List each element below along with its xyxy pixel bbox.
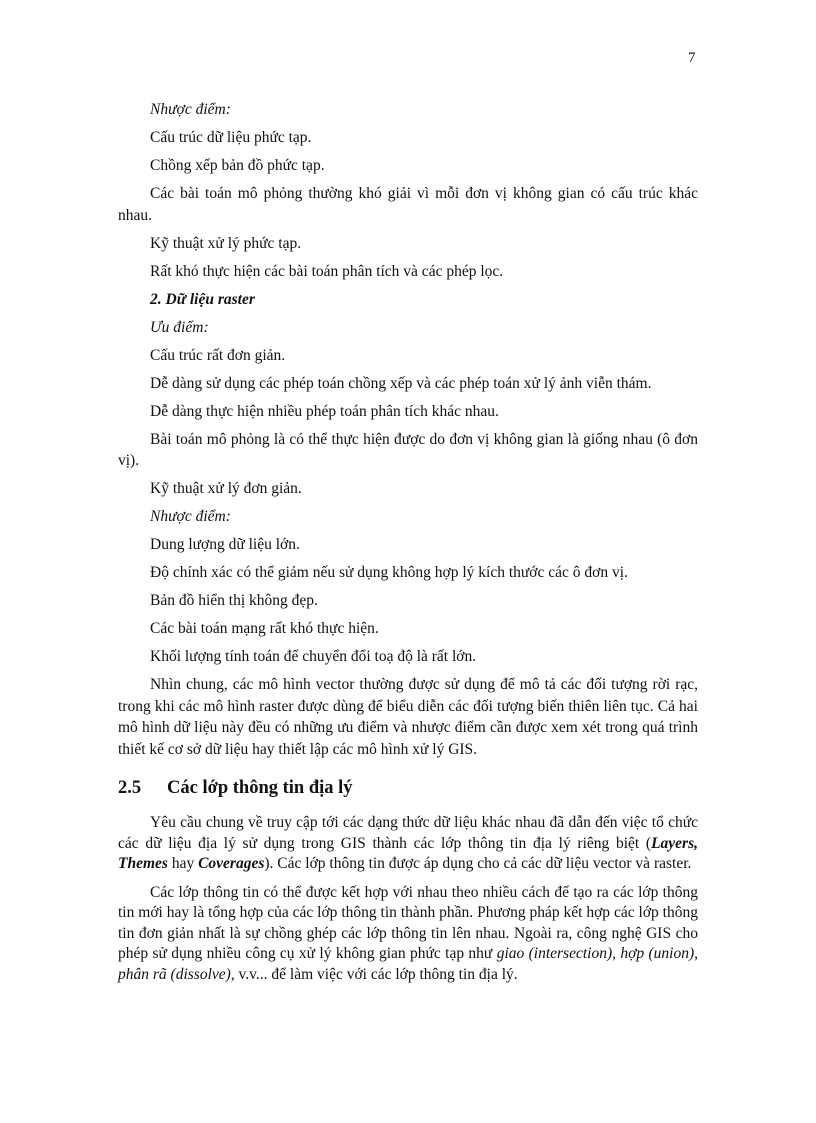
paragraph: Khối lượng tính toán để chuyển đổi toạ độ là rất lớn. (150, 648, 477, 665)
paragraph: Các bài toán mạng rất khó thực hiện. (150, 620, 379, 637)
section-number: 2.5 (118, 778, 142, 798)
section-heading (118, 778, 698, 799)
paragraph: Độ chính xác có thể giảm nếu sử dụng không hợp lý kích thước các ô đơn vị. (150, 564, 628, 581)
text-run: Yêu cầu chung về truy cập tới các dạng thức dữ liệu khác nhau đã dẫn đến việc tổ chức các dữ liệu địa lý sử dụng trong GIS thành các lớp thông tin địa lý riêng biệt ( (118, 814, 698, 852)
text-run: ). Các lớp thông tin được áp dụng cho cả các dữ liệu vector và raster. (264, 855, 692, 872)
paragraph: Dễ dàng thực hiện nhiều phép toán phân tích khác nhau. (150, 402, 499, 420)
paragraph: Nhìn chung, các mô hình vector thường được sử dụng để mô tả các đối tượng rời rạc, trong khi các mô hình raster được dùng để biểu diễn các đối tượng biến thiên liên tục. Cả hai mô hình dữ liệu này đều có những ưu điểm và nhược điểm cần được xem xét trong quá trình thiết kế cơ sở dữ liệu hay thiết lập các mô hình xử lý GIS. (118, 676, 698, 758)
paragraph: Cấu trúc rất đơn giản. (150, 346, 286, 364)
paragraph (118, 813, 698, 875)
paragraph: Dễ dàng sử dụng các phép toán chồng xếp và các phép toán xử lý ảnh viễn thám. (150, 374, 652, 392)
paragraph: Chồng xếp bản đồ phức tạp. (150, 157, 325, 174)
section-title: Các lớp thông tin địa lý (167, 778, 353, 798)
paragraph: Bản đồ hiển thị không đẹp. (150, 592, 318, 609)
body-text (118, 99, 698, 993)
paragraph: Dung lượng dữ liệu lớn. (150, 536, 300, 553)
page-number: 7 (688, 50, 696, 66)
text-run-emphasis: Layers, Themes (118, 834, 698, 872)
paragraph: Nhược điểm: (150, 101, 231, 118)
text-run: Các lớp thông tin có thể được kết hợp với nhau theo nhiều cách để tạo ra các lớp thông tin mới hay là tổng hợp của các lớp thông tin thành phần. Phương pháp kết hợp các lớp thông tin đơn giản nhất là sự chồng ghép các lớp thông tin lên nhau. Ngoài ra, công nghệ GIS cho phép sử dụng nhiều công cụ xử lý không gian phức tạp như (118, 883, 698, 962)
text-run-emphasis: Coverages (198, 855, 265, 872)
paragraph: Kỹ thuật xử lý đơn giản. (150, 480, 302, 497)
paragraph: Nhược điểm: (150, 508, 231, 525)
paragraph: Kỹ thuật xử lý phức tạp. (150, 234, 302, 252)
text-run: v.v... để làm việc với các lớp thông tin địa lý. (234, 965, 518, 983)
text-run: hay (167, 855, 199, 872)
text-run-italic: giao (intersection), hợp (union), phân rã (dissolve), (118, 945, 698, 983)
subheading: 2. Dữ liệu raster (150, 290, 255, 308)
paragraph: Cấu trúc dữ liệu phức tạp. (150, 129, 312, 146)
paragraph: Ưu điểm: (150, 318, 209, 336)
paragraph: Các bài toán mô phỏng thường khó giải vì mỗi đơn vị không gian có cấu trúc khác nhau. (118, 185, 698, 224)
paragraph (118, 883, 698, 986)
paragraph: Bài toán mô phỏng là có thể thực hiện được do đơn vị không gian là giống nhau (ô đơn vị). (118, 430, 698, 469)
paragraph: Rất khó thực hiện các bài toán phân tích và các phép lọc. (150, 262, 504, 280)
